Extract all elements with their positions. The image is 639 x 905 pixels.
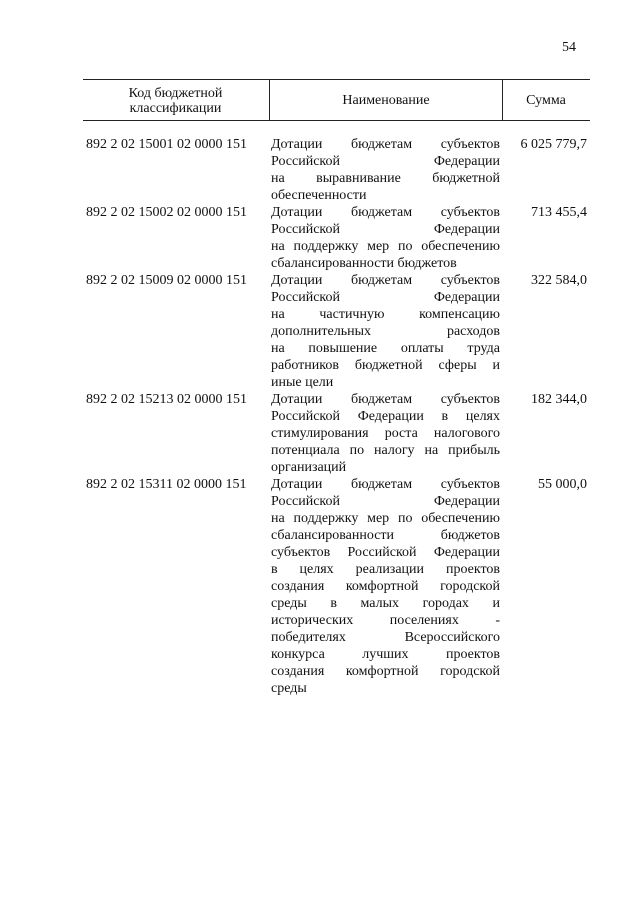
- item-name-line: на поддержку мер по обеспечению: [271, 239, 500, 254]
- header-amount: Сумма: [526, 92, 566, 108]
- item-name: [271, 204, 500, 272]
- budget-code: 892 2 02 15002 02 0000 151: [86, 205, 247, 220]
- item-name-line: сбалансированности бюджетов: [271, 256, 457, 271]
- item-name-line: создания комфортной городской: [271, 664, 500, 679]
- item-name-line: обеспеченности: [271, 188, 367, 203]
- item-name-line: в целях реализации проектов: [271, 562, 500, 577]
- table-row: [0, 136, 639, 204]
- item-name-line: Российской Федерации в целях: [271, 409, 500, 424]
- item-name-line: на поддержку мер по обеспечению: [271, 511, 500, 526]
- item-name-line: Российской Федерации: [271, 222, 500, 237]
- budget-code: 892 2 02 15009 02 0000 151: [86, 273, 247, 288]
- item-name-line: исторических поселениях -: [271, 613, 500, 628]
- table-row: [0, 476, 639, 697]
- item-name-line: на выравнивание бюджетной: [271, 171, 500, 186]
- item-name-line: иные цели: [271, 375, 334, 390]
- item-name: [271, 476, 500, 697]
- amount: 55 000,0: [538, 477, 587, 492]
- item-name-line: Российской Федерации: [271, 290, 500, 305]
- item-name-line: среды в малых городах и: [271, 596, 500, 611]
- item-name-line: создания комфортной городской: [271, 579, 500, 594]
- table-body: [0, 136, 639, 697]
- item-name-line: дополнительных расходов: [271, 324, 500, 339]
- item-name-line: на повышение оплаты труда: [271, 341, 500, 356]
- item-name-line: на частичную компенсацию: [271, 307, 500, 322]
- item-name-line: субъектов Российской Федерации: [271, 545, 500, 560]
- budget-code: 892 2 02 15001 02 0000 151: [86, 137, 247, 152]
- item-name-line: Дотации бюджетам субъектов: [271, 392, 500, 407]
- item-name-line: сбалансированности бюджетов: [271, 528, 500, 543]
- table-row: [0, 272, 639, 391]
- item-name-line: Дотации бюджетам субъектов: [271, 273, 500, 288]
- item-name: [271, 391, 500, 476]
- item-name-line: конкурса лучших проектов: [271, 647, 500, 662]
- item-name-line: среды: [271, 681, 307, 696]
- item-name-line: работников бюджетной сферы и: [271, 358, 500, 373]
- budget-code: 892 2 02 15311 02 0000 151: [86, 477, 247, 492]
- header-name: Наименование: [269, 80, 503, 120]
- item-name-line: Дотации бюджетам субъектов: [271, 205, 500, 220]
- item-name-line: Российской Федерации: [271, 154, 500, 169]
- table-row: [0, 391, 639, 476]
- item-name-line: Дотации бюджетам субъектов: [271, 477, 500, 492]
- table-row: [0, 204, 639, 272]
- amount: 182 344,0: [531, 392, 587, 407]
- item-name: [271, 136, 500, 204]
- item-name-line: Российской Федерации: [271, 494, 500, 509]
- amount: 322 584,0: [531, 273, 587, 288]
- item-name-line: потенциала по налогу на прибыль: [271, 443, 500, 458]
- budget-code: 892 2 02 15213 02 0000 151: [86, 392, 247, 407]
- table-header: [83, 79, 590, 121]
- amount: 6 025 779,7: [520, 137, 587, 152]
- amount: 713 455,4: [531, 205, 587, 220]
- item-name: [271, 272, 500, 391]
- item-name-line: победителях Всероссийского: [271, 630, 500, 645]
- header-code: Код бюджетной классификации: [128, 86, 223, 116]
- item-name-line: стимулирования роста налогового: [271, 426, 500, 441]
- item-name-line: организаций: [271, 460, 347, 475]
- item-name-line: Дотации бюджетам субъектов: [271, 137, 500, 152]
- page-number: 54: [562, 40, 576, 55]
